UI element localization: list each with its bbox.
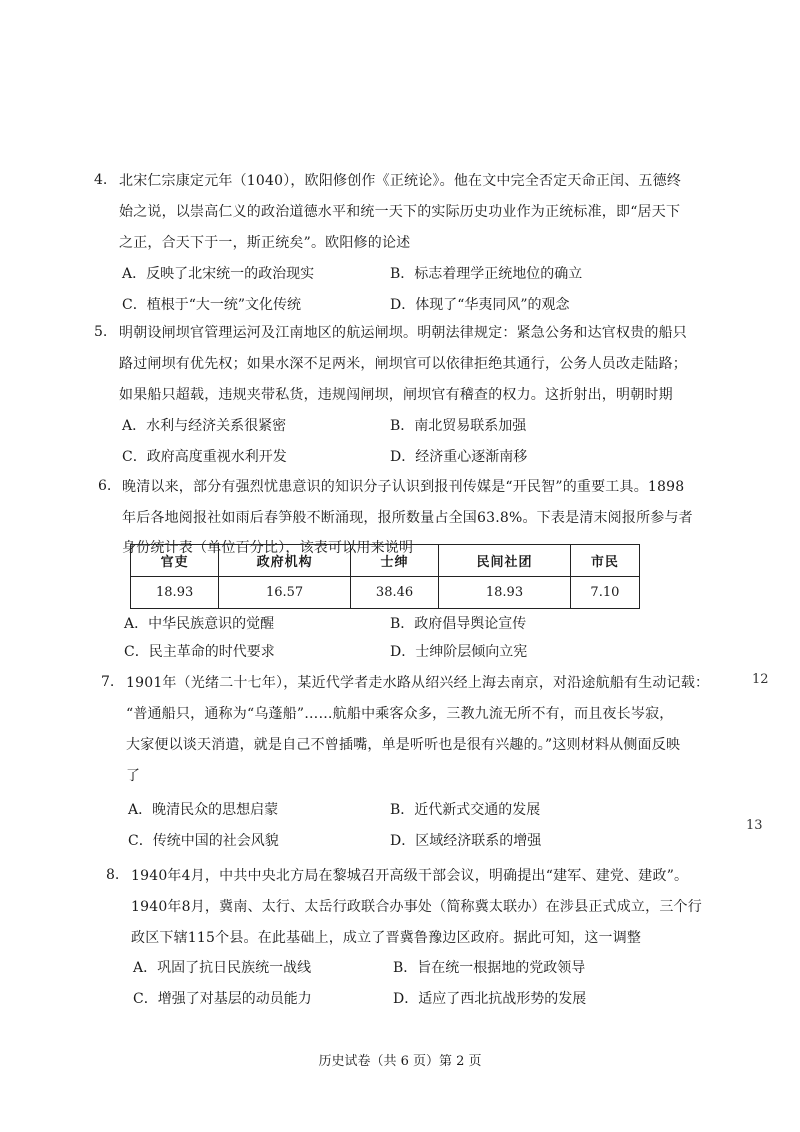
- option-a: A．中华民族意识的觉醒: [124, 616, 275, 632]
- question-text-line: “普通船只，通称为“乌蓬船”……航船中乘客众多，三教九流无所不有，而且夜长岑寂，: [126, 706, 674, 722]
- option-d: D．经济重心逐渐南移: [390, 449, 528, 465]
- question-number: 6.: [98, 478, 112, 494]
- option-b: B．标志着理学正统地位的确立: [390, 266, 583, 282]
- option-d: D．区域经济联系的增强: [390, 833, 542, 849]
- question-number: 7.: [101, 674, 115, 690]
- question-text-line: 晚清以来，部分有强烈忧患意识的知识分子认识到报刊传媒是“开民智”的重要工具。1898: [122, 479, 685, 495]
- option-b: B．政府倡导舆论宣传: [390, 616, 527, 632]
- question-text-line: 年后各地阅报社如雨后春笋般不断涌现，报所数量占全国63.8%。下表是清末阅报所参与者: [122, 510, 693, 526]
- question-text-line: 身份统计表（单位百分比），该表可以用来说明: [122, 540, 414, 556]
- question-text-line: 了: [126, 768, 141, 784]
- question-number: 4.: [94, 172, 108, 188]
- question-text-line: 路过闸坝有优先权；如果水深不足两米，闸坝官可以依律拒绝其通行，公务人员改走陆路；: [119, 356, 687, 372]
- table-cell: 18.93: [131, 577, 219, 609]
- option-a: A．晚清民众的思想启蒙: [128, 802, 279, 818]
- table-row: [131, 577, 640, 609]
- option-c: C．传统中国的社会风貌: [128, 833, 279, 849]
- question-number: 8.: [106, 867, 120, 883]
- question-text-line: 大家便以谈天消遣，就是自己不曾插嘴，单是听听也是很有兴趣的。”这则材料从侧面反映: [126, 737, 681, 753]
- table-header-cell: 官吏: [131, 545, 219, 577]
- question-number: 5.: [94, 324, 108, 340]
- question-text-line: 1940年4月，中共中央北方局在黎城召开高级干部会议，明确提出“建军、建党、建政”。: [131, 868, 689, 884]
- table-header-cell: 士绅: [350, 545, 438, 577]
- margin-number: 12: [752, 672, 769, 687]
- table-header-cell: 市民: [570, 545, 639, 577]
- option-d: D．体现了“华夷同风”的观念: [390, 297, 570, 313]
- option-b: B．南北贸易联系加强: [390, 418, 527, 434]
- option-d: D．适应了西北抗战形势的发展: [393, 991, 587, 1007]
- option-a: A．反映了北宋统一的政治现实: [122, 266, 315, 282]
- question-text-line: 1940年8月，冀南、太行、太岳行政联合办事处（简称冀太联办）在涉县正式成立，三个行: [131, 899, 702, 915]
- option-a: A．水利与经济关系很紧密: [122, 418, 287, 434]
- question-text-line: 1901年（光绪二十七年），某近代学者走水路从绍兴经上海去南京，对沿途航船有生动记载：: [126, 675, 710, 691]
- margin-number: 13: [746, 818, 763, 833]
- question-text-line: 北宋仁宗康定元年（1040），欧阳修创作《正统论》。他在文中完全否定天命正闰、五德终: [119, 173, 682, 189]
- table-cell: 16.57: [219, 577, 351, 609]
- question-text-line: 之正，合天下于一，斯正统矣”。欧阳修的论述: [119, 235, 411, 251]
- page-footer: 历史试卷（共 6 页）第 2 页: [318, 1054, 482, 1069]
- table-header-row: [131, 545, 640, 577]
- table-header-cell: 政府机构: [219, 545, 351, 577]
- option-b: B．近代新式交通的发展: [390, 802, 541, 818]
- table-header-cell: 民间社团: [439, 545, 571, 577]
- option-c: C．政府高度重视水利开发: [122, 449, 287, 465]
- option-a: A．巩固了抗日民族统一战线: [133, 960, 312, 976]
- option-c: C．增强了对基层的动员能力: [133, 991, 312, 1007]
- question-text-line: 如果船只超载，违规夹带私货，违规闯闸坝，闸坝官有稽查的权力。这折射出，明朝时期: [119, 387, 673, 403]
- question-text-line: 始之说，以崇高仁义的政治道德水平和统一天下的实际历史功业作为正统标准，即“居天下: [119, 204, 681, 220]
- option-b: B．旨在统一根据地的党政领导: [393, 960, 586, 976]
- table-cell: 38.46: [350, 577, 438, 609]
- participant-identity-table: [130, 544, 640, 609]
- question-text-line: 明朝设闸坝官管理运河及江南地区的航运闸坝。明朝法律规定：紧急公务和达官权贵的船只: [119, 325, 687, 341]
- option-c: C．植根于“大一统”文化传统: [122, 297, 302, 313]
- option-c: C．民主革命的时代要求: [124, 644, 275, 660]
- question-text-line: 政区下辖115个县。在此基础上，成立了晋冀鲁豫边区政府。据此可知，这一调整: [131, 930, 642, 946]
- table-cell: 7.10: [570, 577, 639, 609]
- option-d: D．士绅阶层倾向立宪: [390, 644, 528, 660]
- table-cell: 18.93: [439, 577, 571, 609]
